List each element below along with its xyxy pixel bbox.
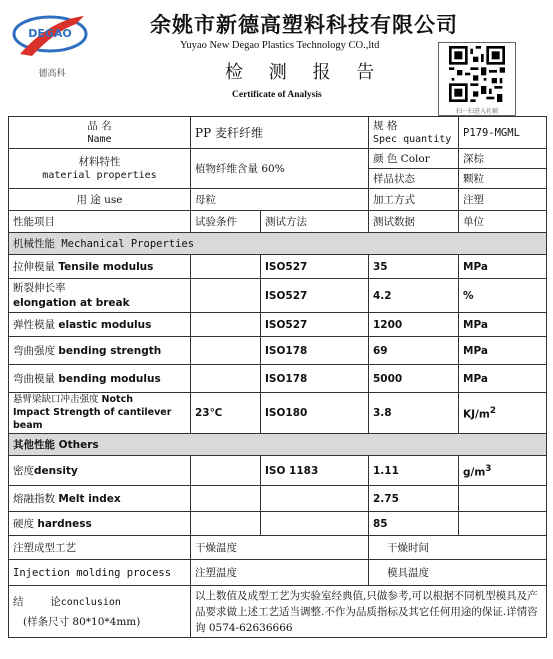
col-item: 性能项目 bbox=[9, 211, 191, 233]
table-row bbox=[9, 486, 547, 512]
conclusion-text: 以上数值及成型工艺为实验室经典值,只做参考,可以根据不同机型模具及产品要求做上述工艺适当调整.不作为品质指标及其它任何用途的保证.详情咨询 0574-62636666 bbox=[191, 586, 547, 638]
test-value: 5000 bbox=[369, 365, 459, 393]
test-condition: 23℃ bbox=[191, 393, 261, 434]
test-unit bbox=[459, 512, 547, 536]
test-value: 4.2 bbox=[369, 279, 459, 313]
test-method: ISO527 bbox=[261, 279, 369, 313]
test-condition bbox=[191, 456, 261, 486]
property-name: 悬臂梁缺口冲击强度 Notch Impact Strength of cantilever beam bbox=[9, 393, 191, 434]
table-row bbox=[9, 337, 547, 365]
mold-temp-label: 模具温度 bbox=[369, 560, 547, 586]
injection-row-1 bbox=[9, 536, 547, 560]
test-condition bbox=[191, 255, 261, 279]
section-mechanical bbox=[9, 233, 547, 255]
property-name: 熔融指数 Melt index bbox=[9, 486, 191, 512]
test-value: 69 bbox=[369, 337, 459, 365]
test-unit: MPa bbox=[459, 337, 547, 365]
company-logo bbox=[10, 10, 90, 80]
property-name: 弹性模量 elastic modulus bbox=[9, 313, 191, 337]
table-row bbox=[9, 456, 547, 486]
injection-temp-label: 注塑温度 bbox=[191, 560, 369, 586]
injection-row-2 bbox=[9, 560, 547, 586]
table-row bbox=[9, 313, 547, 337]
use-label: 用 途 use bbox=[9, 189, 191, 211]
test-method bbox=[261, 486, 369, 512]
test-method: ISO527 bbox=[261, 313, 369, 337]
test-method: ISO180 bbox=[261, 393, 369, 434]
test-condition bbox=[191, 512, 261, 536]
logo-brand: 德高科 bbox=[38, 69, 66, 79]
property-name: 硬度 hardness bbox=[9, 512, 191, 536]
test-unit: $KJ/m^2$ bbox=[459, 393, 547, 434]
drying-temp-label: 干燥温度 bbox=[191, 536, 369, 560]
test-unit bbox=[459, 486, 547, 512]
use-value: 母粒 bbox=[191, 189, 369, 211]
test-condition bbox=[191, 365, 261, 393]
test-value: 2.75 bbox=[369, 486, 459, 512]
test-condition bbox=[191, 337, 261, 365]
test-unit: MPa bbox=[459, 255, 547, 279]
spec-label: 规 格 Spec quantity bbox=[369, 117, 459, 149]
conclusion-label: 结 论conclusion (样条尺寸 80*10*4mm) bbox=[9, 586, 191, 638]
logo-text: DEGAO bbox=[28, 27, 72, 40]
info-row-material bbox=[9, 149, 547, 169]
company-name-en: Yuyao New Degao Plastics Technology CO.,ltd bbox=[180, 40, 380, 51]
injection-label-cn: 注塑成型工艺 bbox=[9, 536, 191, 560]
test-method: ISO178 bbox=[261, 337, 369, 365]
test-method: ISO 1183 bbox=[261, 456, 369, 486]
process-label: 加工方式 bbox=[369, 189, 459, 211]
test-unit: MPa bbox=[459, 313, 547, 337]
process-value: 注塑 bbox=[459, 189, 547, 211]
table-row bbox=[9, 393, 547, 434]
material-label: 材料特性 material properties bbox=[9, 149, 191, 189]
test-value: 1.11 bbox=[369, 456, 459, 486]
test-value: 35 bbox=[369, 255, 459, 279]
property-name: 弯曲模量 bending modulus bbox=[9, 365, 191, 393]
name-value: PP 麦秆纤维 bbox=[191, 117, 369, 149]
sample-value: 颗粒 bbox=[459, 169, 547, 189]
test-value: 3.8 bbox=[369, 393, 459, 434]
section-title: 其他性能 Others bbox=[9, 434, 547, 456]
test-unit: MPa bbox=[459, 365, 547, 393]
info-row-name bbox=[9, 117, 547, 149]
section-others bbox=[9, 434, 547, 456]
column-header-row bbox=[9, 211, 547, 233]
table-row bbox=[9, 512, 547, 536]
test-method bbox=[261, 512, 369, 536]
sample-label: 样品状态 bbox=[369, 169, 459, 189]
qr-code-icon bbox=[449, 46, 505, 102]
analysis-table bbox=[8, 116, 547, 638]
drying-time-label: 干燥时间 bbox=[369, 536, 547, 560]
table-row bbox=[9, 255, 547, 279]
test-condition bbox=[191, 279, 261, 313]
test-condition bbox=[191, 486, 261, 512]
document-title-en: Certificate of Analysis bbox=[232, 90, 322, 100]
conclusion-row bbox=[9, 586, 547, 638]
document-title-cn: 检 测 报 告 bbox=[225, 62, 385, 83]
test-method: ISO527 bbox=[261, 255, 369, 279]
logo-mark-icon bbox=[10, 10, 90, 68]
property-name: 弯曲强度 bending strength bbox=[9, 337, 191, 365]
company-name-cn: 余姚市新德高塑料科技有限公司 bbox=[150, 13, 458, 37]
col-condition: 试验条件 bbox=[191, 211, 261, 233]
spec-value: P179-MGML bbox=[459, 117, 547, 149]
section-title: 机械性能 Mechanical Properties bbox=[9, 233, 547, 255]
property-name: 断裂伸长率 elongation at break bbox=[9, 279, 191, 313]
table-row bbox=[9, 365, 547, 393]
property-name: 密度density bbox=[9, 456, 191, 486]
col-unit: 单位 bbox=[459, 211, 547, 233]
test-method: ISO178 bbox=[261, 365, 369, 393]
test-unit: $g/m^3$ bbox=[459, 456, 547, 486]
test-value: 85 bbox=[369, 512, 459, 536]
test-value: 1200 bbox=[369, 313, 459, 337]
injection-label-en: Injection molding process bbox=[9, 560, 191, 586]
color-value: 深棕 bbox=[459, 149, 547, 169]
info-row-use bbox=[9, 189, 547, 211]
test-unit: % bbox=[459, 279, 547, 313]
material-value: 植物纤维含量 60% bbox=[191, 149, 369, 189]
col-data: 测试数据 bbox=[369, 211, 459, 233]
color-label: 颜 色 Color bbox=[369, 149, 459, 169]
name-label: 品 名 Name bbox=[9, 117, 191, 149]
property-name: 拉伸模量 Tensile modulus bbox=[9, 255, 191, 279]
qr-code[interactable] bbox=[438, 42, 516, 116]
qr-caption: 扫一扫进入社辅 bbox=[455, 108, 498, 115]
test-condition bbox=[191, 313, 261, 337]
col-method: 测试方法 bbox=[261, 211, 369, 233]
table-row bbox=[9, 279, 547, 313]
